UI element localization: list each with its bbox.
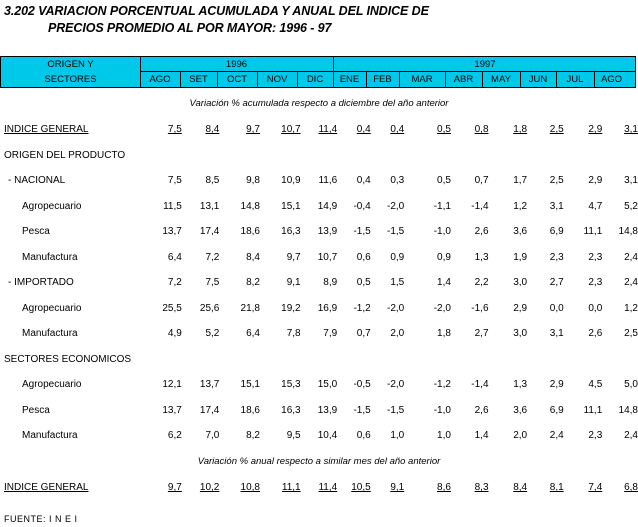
row-label: INDICE GENERAL bbox=[4, 124, 89, 136]
cell-value: 9,1 bbox=[390, 482, 405, 493]
cell-value: -1,5 bbox=[353, 226, 371, 238]
header-month: OCT bbox=[226, 74, 248, 85]
cell-value: 8,1 bbox=[549, 482, 564, 493]
cell-value: 3,1 bbox=[549, 200, 564, 212]
cell-value: 1,9 bbox=[513, 251, 528, 263]
cell-value: 7,5 bbox=[167, 175, 182, 187]
row-label: ORIGEN DEL PRODUCTO bbox=[4, 149, 126, 161]
table-row bbox=[0, 245, 638, 271]
cell-value: 8,5 bbox=[205, 175, 220, 187]
cell-value: 8,4 bbox=[205, 124, 220, 136]
cell-value: -1,4 bbox=[471, 379, 489, 391]
cell-value: 3,0 bbox=[513, 328, 528, 340]
cell-value: -1,1 bbox=[433, 200, 451, 212]
cell-value: 11,1 bbox=[583, 404, 603, 416]
cell-value: -2,0 bbox=[386, 379, 405, 391]
cell-value: 1,5 bbox=[390, 277, 405, 289]
cell-value: 3,6 bbox=[513, 226, 528, 238]
cell-value: 2,4 bbox=[624, 251, 638, 263]
header-month: JUL bbox=[566, 74, 584, 85]
cell-value: 2,3 bbox=[588, 430, 603, 442]
source-note: FUENTE: I N E I bbox=[4, 514, 78, 524]
cell-value: 10,8 bbox=[240, 482, 260, 493]
table-row bbox=[0, 347, 638, 373]
table-title bbox=[4, 3, 429, 37]
cell-value: -1,0 bbox=[433, 404, 451, 416]
header-month: NOV bbox=[266, 74, 288, 85]
cell-value: 16,9 bbox=[317, 302, 338, 314]
cell-value: 2,4 bbox=[624, 277, 638, 289]
cell-value: 3,6 bbox=[513, 404, 528, 416]
cell-value: 2,5 bbox=[624, 328, 638, 340]
cell-value: 2,7 bbox=[474, 328, 489, 340]
cell-value: 9,1 bbox=[286, 277, 301, 289]
cell-value: 9,7 bbox=[246, 124, 260, 136]
cell-value: 14,8 bbox=[618, 226, 638, 238]
table-header bbox=[0, 56, 636, 88]
cell-value: 2,5 bbox=[549, 124, 564, 136]
cell-value: 6,9 bbox=[549, 404, 564, 416]
cell-value: -0,5 bbox=[353, 379, 371, 391]
cell-value: 2,5 bbox=[549, 175, 564, 187]
cell-value: 9,7 bbox=[167, 482, 182, 493]
cell-value: 6,8 bbox=[624, 482, 638, 493]
cell-value: 25,5 bbox=[162, 302, 182, 314]
cell-value: 13,9 bbox=[317, 404, 338, 416]
row-label: - IMPORTADO bbox=[8, 277, 74, 289]
row-label: Agropecuario bbox=[22, 302, 82, 314]
header-origin-line2: SECTORES bbox=[44, 74, 97, 85]
cell-value: -1,2 bbox=[353, 302, 371, 314]
cell-value: 2,6 bbox=[474, 226, 489, 238]
cell-value: 0,4 bbox=[356, 175, 371, 187]
table-row bbox=[0, 423, 638, 449]
cell-value: 13,9 bbox=[317, 226, 338, 238]
cell-value: 0,7 bbox=[474, 175, 489, 187]
header-year-1997: 1997 bbox=[474, 59, 496, 70]
table-row bbox=[0, 194, 638, 220]
table-row bbox=[0, 117, 638, 143]
table-row bbox=[0, 475, 638, 501]
cell-value: 2,3 bbox=[588, 251, 603, 263]
cell-value: 5,2 bbox=[205, 328, 220, 340]
cell-value: 13,7 bbox=[162, 226, 182, 238]
cell-value: 0,8 bbox=[474, 124, 489, 136]
cell-value: 8,9 bbox=[323, 277, 338, 289]
cell-value: 1,0 bbox=[390, 430, 405, 442]
cell-value: 14,8 bbox=[618, 404, 638, 416]
cell-value: 1,3 bbox=[474, 251, 489, 263]
cell-value: 0,9 bbox=[390, 251, 405, 263]
cell-value: 11,1 bbox=[583, 226, 603, 238]
cell-value: 12,1 bbox=[162, 379, 182, 391]
cell-value: -1,2 bbox=[433, 379, 451, 391]
cell-value: 0,4 bbox=[356, 124, 371, 136]
header-month: MAY bbox=[491, 74, 511, 85]
header-month: DIC bbox=[306, 74, 324, 85]
table-row bbox=[0, 398, 638, 424]
row-label: Pesca bbox=[22, 226, 50, 238]
cell-value: 7,5 bbox=[167, 124, 182, 136]
cell-value: -1,5 bbox=[353, 404, 371, 416]
cell-value: 1,2 bbox=[513, 200, 528, 212]
row-label: Pesca bbox=[22, 404, 50, 416]
cell-value: 8,2 bbox=[246, 277, 260, 289]
cell-value: 0,0 bbox=[549, 302, 564, 314]
header-month: MAR bbox=[411, 74, 433, 85]
cell-value: 0,6 bbox=[356, 251, 371, 263]
cell-value: 11,4 bbox=[318, 124, 338, 136]
cell-value: 9,7 bbox=[286, 251, 301, 263]
cell-value: 15,3 bbox=[281, 379, 301, 391]
cell-value: 2,9 bbox=[588, 124, 603, 136]
cell-value: 10,4 bbox=[317, 430, 338, 442]
cell-value: 2,9 bbox=[588, 175, 603, 187]
cell-value: 7,9 bbox=[323, 328, 338, 340]
cell-value: 2,3 bbox=[549, 251, 564, 263]
cell-value: 7,2 bbox=[167, 277, 182, 289]
cell-value: 11,4 bbox=[318, 482, 338, 493]
row-label: Manufactura bbox=[22, 251, 78, 263]
cell-value: 9,5 bbox=[286, 430, 301, 442]
cell-value: -1,6 bbox=[471, 302, 489, 314]
cell-value: 2,4 bbox=[624, 430, 638, 442]
table-row bbox=[0, 296, 638, 322]
cell-value: 0,4 bbox=[390, 124, 405, 136]
cell-value: 11,5 bbox=[163, 200, 182, 212]
cell-value: 0,9 bbox=[437, 251, 451, 263]
cell-value: 4,9 bbox=[167, 328, 182, 340]
cell-value: 2,6 bbox=[588, 328, 603, 340]
header-month: FEB bbox=[373, 74, 392, 85]
cell-value: 6,9 bbox=[549, 226, 564, 238]
cell-value: 7,4 bbox=[588, 482, 603, 493]
cell-value: 3,1 bbox=[624, 124, 638, 136]
cell-value: 1,2 bbox=[624, 302, 638, 314]
cell-value: 1,4 bbox=[474, 430, 489, 442]
cell-value: 10,9 bbox=[281, 175, 301, 187]
data-table bbox=[0, 89, 638, 501]
note-accumulated: Variación % acumulada respecto a diciembre del año anterior bbox=[189, 97, 449, 109]
header-month: AGO bbox=[600, 74, 623, 85]
cell-value: 11,1 bbox=[281, 482, 301, 493]
cell-value: 13,1 bbox=[199, 200, 220, 212]
cell-value: 16,3 bbox=[281, 404, 301, 416]
cell-value: 9,8 bbox=[246, 175, 260, 187]
cell-value: 0,5 bbox=[356, 277, 371, 289]
header-month: ABR bbox=[453, 74, 474, 85]
header-month: SET bbox=[189, 74, 208, 85]
cell-value: 7,0 bbox=[205, 430, 220, 442]
cell-value: 4,7 bbox=[588, 200, 603, 212]
cell-value: 0,7 bbox=[356, 328, 371, 340]
cell-value: 3,1 bbox=[549, 328, 564, 340]
header-month: ENE bbox=[339, 74, 360, 85]
cell-value: 14,8 bbox=[240, 200, 260, 212]
header-month: AGO bbox=[149, 74, 171, 85]
cell-value: 17,4 bbox=[199, 226, 220, 238]
cell-value: 3,0 bbox=[513, 277, 528, 289]
row-label: Manufactura bbox=[22, 328, 78, 340]
cell-value: -2,0 bbox=[386, 302, 405, 314]
cell-value: 10,7 bbox=[281, 124, 301, 136]
cell-value: 1,8 bbox=[437, 328, 451, 340]
cell-value: 8,2 bbox=[246, 430, 260, 442]
cell-value: 13,7 bbox=[199, 379, 220, 391]
cell-value: 15,1 bbox=[281, 200, 301, 212]
note-annual: Variación % anual respecto a similar mes del año anterior bbox=[197, 456, 441, 467]
cell-value: 19,2 bbox=[281, 302, 301, 314]
row-label: Agropecuario bbox=[22, 200, 82, 212]
cell-value: 1,8 bbox=[513, 124, 528, 136]
cell-value: 2,9 bbox=[549, 379, 564, 391]
cell-value: 2,7 bbox=[549, 277, 564, 289]
cell-value: 0,3 bbox=[390, 175, 405, 187]
cell-value: 21,8 bbox=[240, 302, 260, 314]
cell-value: -2,0 bbox=[433, 302, 451, 314]
title-line-2: PRECIOS PROMEDIO AL POR MAYOR: 1996 - 97 bbox=[48, 21, 332, 35]
cell-value: 8,3 bbox=[474, 482, 489, 493]
cell-value: 2,2 bbox=[474, 277, 489, 289]
title-line-1: 3.202 VARIACION PORCENTUAL ACUMULADA Y ANUAL DEL INDICE DE bbox=[4, 4, 429, 18]
cell-value: 6,4 bbox=[167, 251, 182, 263]
cell-value: 4,5 bbox=[588, 379, 603, 391]
table-row bbox=[0, 143, 638, 169]
cell-value: 25,6 bbox=[199, 302, 220, 314]
cell-value: 0,6 bbox=[356, 430, 371, 442]
cell-value: -2,0 bbox=[386, 200, 405, 212]
cell-value: 6,2 bbox=[167, 430, 182, 442]
cell-value: 10,2 bbox=[199, 482, 220, 493]
cell-value: 1,3 bbox=[513, 379, 528, 391]
cell-value: 7,8 bbox=[286, 328, 301, 340]
cell-value: -0,4 bbox=[353, 200, 371, 212]
row-label: Manufactura bbox=[22, 430, 78, 442]
cell-value: 18,6 bbox=[240, 404, 260, 416]
cell-value: 14,9 bbox=[317, 200, 338, 212]
cell-value: 16,3 bbox=[281, 226, 301, 238]
cell-value: 1,0 bbox=[437, 430, 451, 442]
row-label: SECTORES ECONOMICOS bbox=[4, 353, 132, 365]
row-label: - NACIONAL bbox=[8, 175, 66, 187]
cell-value: 0,5 bbox=[437, 175, 451, 187]
cell-value: 2,9 bbox=[513, 302, 528, 314]
cell-value: 10,5 bbox=[351, 482, 371, 493]
cell-value: 2,0 bbox=[513, 430, 528, 442]
cell-value: 1,7 bbox=[513, 175, 528, 187]
cell-value: 0,5 bbox=[437, 124, 451, 136]
cell-value: 2,0 bbox=[390, 328, 405, 340]
cell-value: 2,3 bbox=[588, 277, 603, 289]
table-row bbox=[0, 168, 638, 194]
cell-value: 2,6 bbox=[474, 404, 489, 416]
row-label: INDICE GENERAL bbox=[4, 482, 89, 493]
cell-value: 10,7 bbox=[317, 251, 338, 263]
cell-value: 0,0 bbox=[588, 302, 603, 314]
cell-value: -1,0 bbox=[433, 226, 451, 238]
cell-value: 15,1 bbox=[240, 379, 260, 391]
header-origin-line1: ORIGEN Y bbox=[47, 59, 94, 70]
cell-value: 13,7 bbox=[162, 404, 182, 416]
cell-value: 18,6 bbox=[240, 226, 260, 238]
cell-value: 17,4 bbox=[199, 404, 220, 416]
cell-value: 8,6 bbox=[437, 482, 451, 493]
cell-value: 8,4 bbox=[246, 251, 260, 263]
table-row bbox=[0, 372, 638, 398]
cell-value: 7,2 bbox=[205, 251, 220, 263]
table-row bbox=[0, 321, 638, 347]
cell-value: -1,4 bbox=[471, 200, 489, 212]
table-row bbox=[0, 219, 638, 245]
cell-value: 5,2 bbox=[624, 200, 638, 212]
cell-value: -1,5 bbox=[386, 404, 405, 416]
cell-value: -1,5 bbox=[386, 226, 405, 238]
cell-value: 5,0 bbox=[624, 379, 638, 391]
cell-value: 3,1 bbox=[624, 175, 638, 187]
cell-value: 6,4 bbox=[246, 328, 260, 340]
header-month: JUN bbox=[528, 74, 548, 85]
cell-value: 15,0 bbox=[317, 379, 338, 391]
row-label: Agropecuario bbox=[22, 379, 82, 391]
cell-value: 11,6 bbox=[318, 175, 338, 187]
cell-value: 8,4 bbox=[513, 482, 528, 493]
cell-value: 2,4 bbox=[549, 430, 564, 442]
cell-value: 7,5 bbox=[205, 277, 220, 289]
cell-value: 1,4 bbox=[437, 277, 451, 289]
header-year-1996: 1996 bbox=[225, 59, 248, 70]
table-row bbox=[0, 270, 638, 296]
